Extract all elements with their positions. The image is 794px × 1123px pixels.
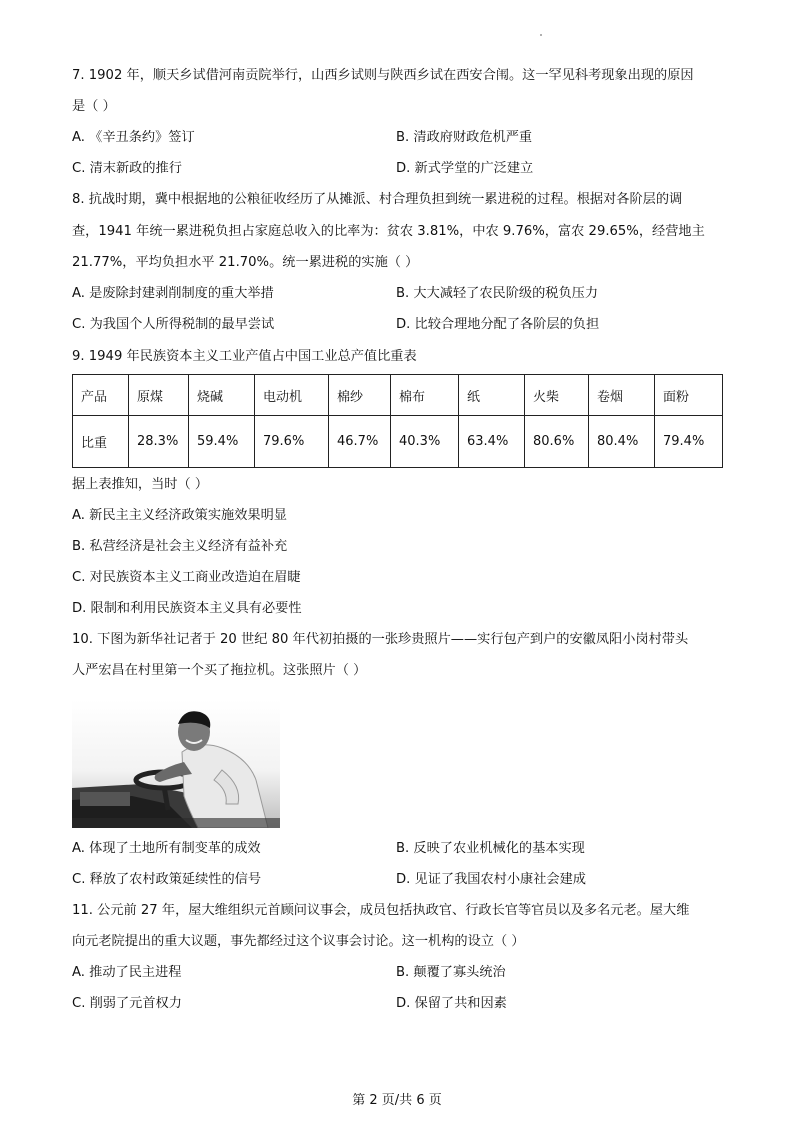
q8-option-a: A. 是废除封建剥削制度的重大举措: [72, 286, 274, 301]
q11-option-a: A. 推动了民主进程: [72, 965, 182, 980]
table-header-cell: 原煤: [129, 375, 189, 416]
q8-stem-line-3: 21.77%，平均负担水平 21.70%。统一累进税的实施（ ）: [72, 255, 419, 270]
tractor-photo: [72, 700, 280, 828]
q10-option-c: C. 释放了农村政策延续性的信号: [72, 872, 262, 887]
q8-option-b: B. 大大减轻了农民阶级的税负压力: [396, 286, 599, 301]
q10-option-d: D. 见证了我国农村小康社会建成: [396, 872, 586, 887]
table-cell: 40.3%: [391, 416, 459, 468]
table-cell: 比重: [73, 416, 129, 468]
table-row: [73, 416, 723, 468]
q11-option-d: D. 保留了共和因素: [396, 996, 507, 1011]
table-header-row: [73, 375, 723, 416]
table-header-cell: 火柴: [525, 375, 589, 416]
q11-option-b: B. 颠覆了寡头统治: [396, 965, 506, 980]
table-header-cell: 烧碱: [189, 375, 255, 416]
scan-dot: [540, 34, 542, 36]
q11-stem-line-1: 11. 公元前 27 年，屋大维组织元首顾问议事会，成员包括执政官、行政长官等官员以及多名元老。屋大维: [72, 903, 690, 918]
table-header-cell: 棉布: [391, 375, 459, 416]
q7-option-c: C. 清末新政的推行: [72, 161, 182, 176]
q8-stem-line-2: 查，1941 年统一累进税负担占家庭总收入的比率为：贫农 3.81%，中农 9.76%，富农 29.65%，经营地主: [72, 224, 705, 239]
table-header-cell: 面粉: [655, 375, 723, 416]
q7-option-b: B. 清政府财政危机严重: [396, 130, 533, 145]
q10-stem-line-2: 人严宏昌在村里第一个买了拖拉机。这张照片（ ）: [72, 663, 367, 678]
q9-question: 据上表推知，当时（ ）: [72, 477, 209, 492]
q10-option-a: A. 体现了土地所有制变革的成效: [72, 841, 261, 856]
q8-option-c: C. 为我国个人所得税制的最早尝试: [72, 317, 275, 332]
q7-option-d: D. 新式学堂的广泛建立: [396, 161, 534, 176]
table-header-cell: 产品: [73, 375, 129, 416]
table-cell: 79.6%: [255, 416, 329, 468]
q8-stem-line-1: 8. 抗战时期，冀中根据地的公粮征收经历了从摊派、村合理负担到统一累进税的过程。根据对各阶层的调: [72, 192, 683, 207]
q10-stem-line-1: 10. 下图为新华社记者于 20 世纪 80 年代初拍摄的一张珍贵照片——实行包产到户的安徽凤阳小岗村带头: [72, 632, 689, 647]
q9-option-c: C. 对民族资本主义工商业改造迫在眉睫: [72, 570, 301, 585]
q9-stem: 9. 1949 年民族资本主义工业产值占中国工业总产值比重表: [72, 349, 417, 364]
table-header-cell: 电动机: [255, 375, 329, 416]
q9-table: [72, 374, 723, 468]
q8-option-d: D. 比较合理地分配了各阶层的负担: [396, 317, 600, 332]
table-header-cell: 纸: [459, 375, 525, 416]
q9-option-b: B. 私营经济是社会主义经济有益补充: [72, 539, 288, 554]
table-cell: 28.3%: [129, 416, 189, 468]
table-header-cell: 卷烟: [589, 375, 655, 416]
page-footer: 第 2 页/共 6 页: [352, 1093, 442, 1108]
table-cell: 79.4%: [655, 416, 723, 468]
table-cell: 46.7%: [329, 416, 391, 468]
q10-option-b: B. 反映了农业机械化的基本实现: [396, 841, 585, 856]
q7-stem-line-1: 7. 1902 年，顺天乡试借河南贡院举行，山西乡试则与陕西乡试在西安合闱。这一罕见科考现象出现的原因: [72, 68, 694, 83]
q7-option-a: A. 《辛丑条约》签订: [72, 130, 195, 145]
table-cell: 80.4%: [589, 416, 655, 468]
table-cell: 63.4%: [459, 416, 525, 468]
q9-option-a: A. 新民主主义经济政策实施效果明显: [72, 508, 287, 523]
table-cell: 80.6%: [525, 416, 589, 468]
q7-stem-line-2: 是（ ）: [72, 99, 116, 114]
q11-option-c: C. 削弱了元首权力: [72, 996, 182, 1011]
q9-option-d: D. 限制和利用民族资本主义具有必要性: [72, 601, 302, 616]
table-cell: 59.4%: [189, 416, 255, 468]
q11-stem-line-2: 向元老院提出的重大议题，事先都经过这个议事会讨论。这一机构的设立（ ）: [72, 934, 525, 949]
table-header-cell: 棉纱: [329, 375, 391, 416]
